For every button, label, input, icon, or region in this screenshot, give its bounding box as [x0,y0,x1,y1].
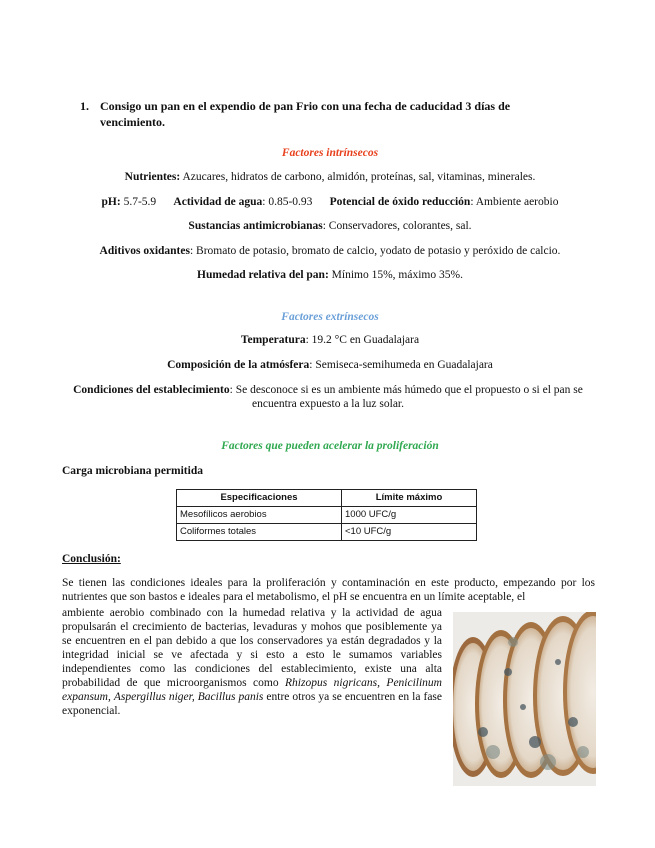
aw-label: Actividad de agua [173,196,263,208]
spec-table [176,489,477,541]
ph-label: pH: [101,196,121,208]
redox-label: Potencial de óxido reducción [329,196,471,208]
aditivos-line [40,244,620,258]
extrinsic-heading: Factores extrínsecos [281,311,379,323]
atm-value: : Semiseca-semihumeda en Guadalajara [309,359,493,371]
conclusion-text-b: entre otros ya se encuentren en la fase exponencial. [62,691,442,717]
temp-value: : 19.2 °C en Guadalajara [305,334,420,346]
table-header-cell: Límite máximo [342,490,477,507]
temp-line [60,333,600,347]
nutrientes-value: Azucares, hidratos de carbono, almidón, proteínas, sal, vitaminas, minerales. [180,171,536,183]
item-number: 1. [80,99,89,113]
atm-line [60,358,600,372]
species-aspergillus: Aspergillus niger, [113,691,195,703]
cond-value: : Se desconoce si es un ambiente más húmedo que el propuesto o si el pan se encuentra expuesto a la luz solar. [229,384,583,410]
species-penicillium: Penicilinum expansum, [62,677,442,703]
ph-line [40,195,620,209]
temp-label: Temperatura [240,334,306,346]
conclusion-paragraph-wrap [62,606,442,718]
aw-value: : 0.85-0.93 [262,196,313,208]
atm-label: Composición de la atmósfera [167,359,310,371]
nutrientes-label: Nutrientes: [124,171,181,183]
table-header-cell: Especificaciones [177,490,342,507]
item-text: Consigo un pan en el expendio de pan Frio con una fecha de caducidad 3 días de vencimiento. [100,99,511,129]
humedad-value: Mínimo 15%, máximo 35%. [328,269,463,281]
antimicro-label: Sustancias antimicrobianas [188,220,323,232]
aditivos-label: Aditivos oxidantes [99,245,190,257]
conclusion-heading: Conclusión: [62,553,121,565]
cond-line [58,383,598,411]
table-row [177,524,477,541]
aditivos-value: : Bromato de potasio, bromato de calcio, yodato de potasio y peróxido de calcio. [189,245,561,257]
nutrientes-line [60,170,600,184]
species-rhizopus: Rhizopus nigricans, [285,677,380,689]
table-row [177,507,477,524]
intrinsic-heading: Factores intrínsecos [281,147,379,159]
conclusion-paragraph-top: Se tienen las condiciones ideales para la proliferación y contaminación en este producto, empezando por los nutrientes que son bastos e ideales para el metabolismo, el pH se encuentra en un límite aceptable, el [62,577,595,603]
ph-value: 5.7-5.9 [120,196,157,208]
table-cell: Mesofílicos aerobios [177,507,342,524]
table-header-row [177,490,477,507]
bread-illustration [453,612,596,786]
cond-label: Condiciones del establecimiento [73,384,230,396]
moldy-bread-image [453,612,596,786]
question-item [80,98,570,130]
antimicro-value: : Conservadores, colorantes, sal. [322,220,472,232]
table-cell: Coliformes totales [177,524,342,541]
table-cell: 1000 UFC/g [342,507,477,524]
humedad-line [60,268,600,282]
table-cell: <10 UFC/g [342,524,477,541]
redox-value: : Ambiente aerobio [470,196,559,208]
humedad-label: Humedad relativa del pan: [197,269,329,281]
species-bacillus: Bacillus panis [197,691,264,703]
carga-label: Carga microbiana permitida [62,465,203,477]
proliferation-heading: Factores que pueden acelerar la proliferación [221,440,439,452]
conclusion-text-a: ambiente aerobio combinado con la humedad relativa y la actividad de agua propulsarán el crecimiento de bacterias, levaduras y mohos que posiblemente ya se encuentren en el pan debido a que los conservadores ya están degradados y la integridad inicial se ve afectada y si esto a esto le sumamos variables independientes como las condiciones del establecimiento, existe una alta probabilidad de que microorganismos como [62,607,442,689]
antimicro-line [60,219,600,233]
